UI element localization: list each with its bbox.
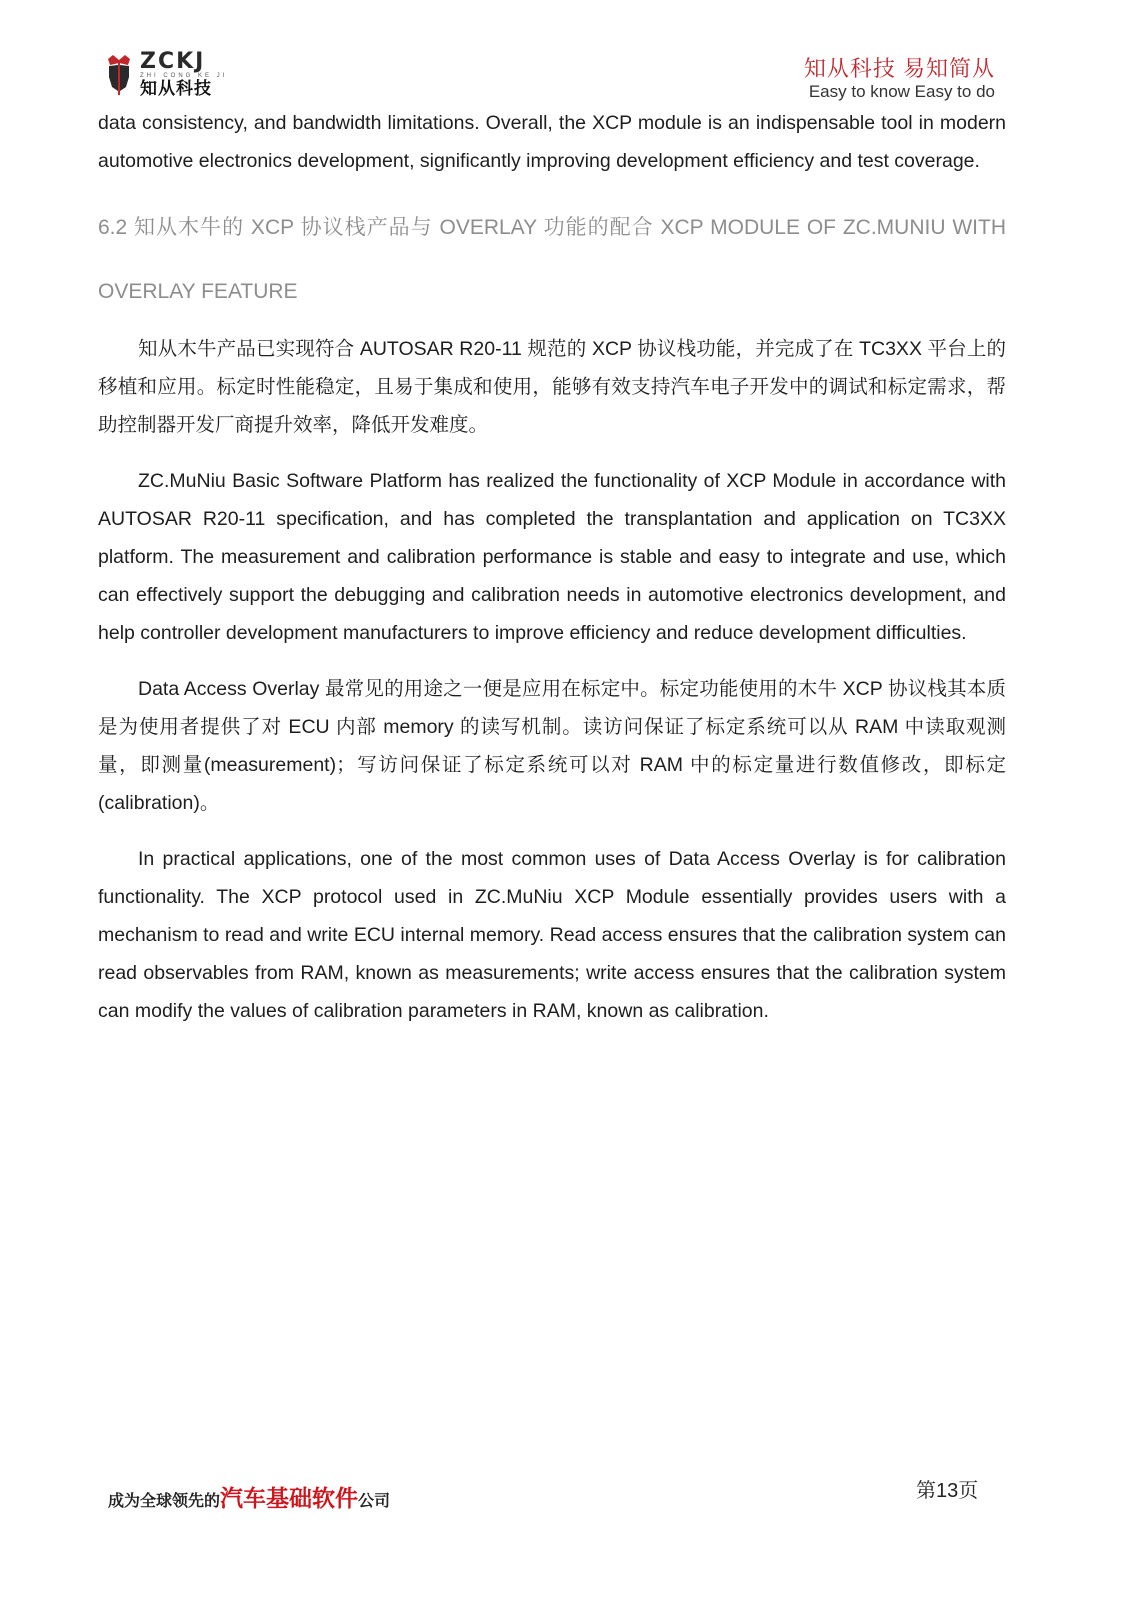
- paragraph-en-2: In practical applications, one of the most common uses of Data Access Overlay is for calibration functionality. The XCP protocol used in ZC.MuNiu XCP Module essentially provides users with a mechanism to read and write ECU internal memory. Read access ensures that the calibration system can read observables from RAM, known as measurements; write access ensures that the calibration system can modify the values of calibration parameters in RAM, known as calibration.: [98, 848, 1006, 1022]
- tagline-highlight: 汽车基础软件: [220, 1485, 359, 1511]
- paragraph-en-1: ZC.MuNiu Basic Software Platform has realized the functionality of XCP Module in accordance with AUTOSAR R20-11 specification, and has completed the transplantation and application on TC3XX platform. The measurement and calibration performance is stable and easy to integrate and use, which can effectively support the debugging and calibration needs in automotive electronics development, and help controller development manufacturers to improve efficiency and reduce development difficulties.: [98, 470, 1006, 644]
- header-slogan: [804, 56, 995, 102]
- footer-tagline: [108, 1480, 390, 1513]
- paragraph-cn-2: Data Access Overlay 最常见的用途之一便是应用在标定中。标定功能使用的木牛 XCP 协议栈其本质是为使用者提供了对 ECU 内部 memory 的读写机制。读访问保证了标定系统可以从 RAM 中读取观测量，即测量(measurement)；写访问保证了标定系统可以对 RAM 中的标定量进行数值修改，即标定(calibration)。: [98, 678, 1006, 814]
- paragraph-cn-1: 知从木牛产品已实现符合 AUTOSAR R20-11 规范的 XCP 协议栈功能，并完成了在 TC3XX 平台上的移植和应用。标定时性能稳定，且易于集成和使用，能够有效支持汽车电子开发中的调试和标定需求，帮助控制器开发厂商提升效率，降低开发难度。: [98, 338, 1006, 436]
- logo-emblem-icon: [106, 53, 132, 97]
- tagline-suffix: 公司: [358, 1493, 391, 1510]
- logo-chinese-text: 知从科技: [140, 79, 212, 98]
- slogan-chinese: 知从科技 易知简从: [803, 56, 995, 81]
- logo-pinyin-text: ZHI CONG KE JI: [140, 73, 228, 79]
- tagline-prefix: 成为全球领先的: [108, 1493, 221, 1510]
- page-body: [98, 104, 1006, 1030]
- intro-paragraph: data consistency, and bandwidth limitations. Overall, the XCP module is an indispensable tool in modern automotive electronics development, significantly improving development efficiency and test coverage.: [98, 112, 1006, 172]
- company-logo: [106, 49, 228, 98]
- section-heading: 6.2 知从木牛的 XCP 协议栈产品与 OVERLAY 功能的配合 XCP MODULE OF ZC.MUNIU WITH OVERLAY FEATURE: [98, 216, 1006, 303]
- page-number: 第13页: [916, 1480, 979, 1502]
- slogan-english: Easy to know Easy to do: [808, 82, 995, 101]
- logo-latin-text: ZCKJ: [140, 49, 206, 74]
